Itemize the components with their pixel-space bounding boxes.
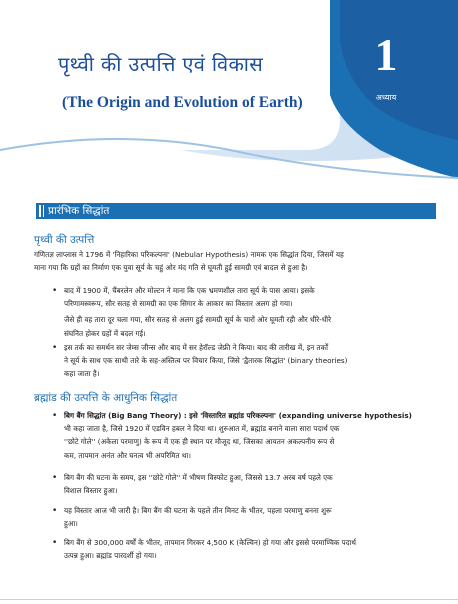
text-line: परिणामस्वरूप, सौर सतह से सामग्री का एक सिगार के आकार का विस्तार अलग हो गया। — [64, 299, 293, 309]
subsection-heading-universe-theories: ब्रह्मांड की उत्पत्ति के आधुनिक सिद्धांत — [34, 392, 178, 404]
chapter-title-hindi: पृथ्वी की उत्पत्ति एवं विकास — [58, 52, 264, 76]
bullet-paragraph — [64, 536, 444, 562]
text-line: गणितज्ञ लाप्लास ने 1796 में 'निहारिका परिकल्पना' (Nebular Hypothesis) नामक एक सिद्धांत दिया, जिसमें यह — [34, 250, 344, 259]
bullet-paragraph — [64, 471, 444, 497]
bullet-dot: • — [52, 473, 58, 483]
text-line: बिग बैंग से 300,000 वर्षों के भीतर, तापमान गिरकर 4,500 K (केल्विन) हो गया और इससे परमाण्विक पदार्थ — [64, 538, 356, 547]
text-line: विशाल विस्तार हुआ। — [64, 486, 118, 496]
text-line: बिग बैंग की घटना के समय, इस ''छोटे गोले'' में भीषण विस्फोट हुआ, जिससे 13.7 अरब वर्ष पहले एक — [64, 473, 333, 482]
section-bar-stripe — [43, 205, 44, 217]
bullet-dot: • — [52, 286, 58, 296]
bullet-paragraph — [64, 504, 444, 530]
text-line: यह विस्तार आज भी जारी है। बिग बैंग की घटना के पहले तीन मिनट के भीतर, पहला परमाणु बनना शुरू — [64, 506, 332, 515]
text-line: कहा जाता है। — [64, 369, 100, 379]
section-bar-stripe — [39, 205, 41, 217]
text-line: भी कहा जाता है, जिसे 1920 में एडविन हबल ने दिया था। शुरुआत में, ब्रह्मांड बनाने वाला सारा पदार्थ एक — [64, 424, 340, 434]
text-line: जैसे ही वह तारा दूर चला गया, सौर सतह से अलग हुई सामग्री सूर्य के चारों ओर घूमती रही और धीरे-धीरे — [64, 315, 332, 325]
section-title: प्रारंभिक सिद्धांत — [48, 205, 110, 217]
text-line: हुआ। — [64, 519, 78, 529]
page-bottom-rule — [0, 599, 458, 600]
bullet-dot: • — [52, 538, 58, 548]
text-line: बाद में 1900 में, चैंबरलेन और मोल्टन ने माना कि एक भ्रमणशील तारा सूर्य के पास आया। इसके — [64, 286, 315, 295]
bullet-dot: • — [52, 343, 58, 353]
bullet-dot: • — [52, 411, 58, 421]
bullet-dot: • — [52, 506, 58, 516]
chapter-title-english: (The Origin and Evolution of Earth) — [62, 94, 303, 111]
bullet-paragraph — [64, 409, 444, 462]
text-line: ने सूर्य के साथ एक साथी तारे के सह-अस्तित्व पर विचार किया, जिसे 'द्वैतारक सिद्धांत' (binary theories) — [64, 356, 348, 366]
chapter-banner — [0, 0, 458, 180]
section-header-bar — [36, 203, 436, 219]
text-line: माना गया कि ग्रहों का निर्माण एक युवा सूर्य के चहुं ओर मंद गति से घूमती हुई सामग्री एवं बादल से हुआ है। — [34, 263, 308, 273]
text-line: संघनित होकर ग्रहों में बदल गई। — [64, 328, 146, 338]
text-line: उत्पन्न हुआ। ब्रह्मांड पारदर्शी हो गया। — [64, 551, 157, 561]
chapter-number: 1 — [374, 29, 398, 80]
bullet-paragraph — [64, 284, 444, 340]
text-line: बिग बैंग सिद्धांत (Big Bang Theory) : इसे 'विस्तारित ब्रह्मांड परिकल्पना' (expanding universe hypothesis) — [64, 411, 412, 420]
text-line: कम, तापमान अनंत और घनत्व भी अपरिमित था। — [64, 450, 192, 460]
subsection-heading-earth-origin: पृथ्वी की उत्पत्ति — [34, 234, 95, 246]
bullet-paragraph — [64, 341, 444, 381]
chapter-label: अध्याय — [375, 93, 397, 102]
text-line: इस तर्क का समर्थन सर जेम्स जीन्स और बाद में सर हेरॉल्ड जेफ्री ने किया। बाद की तारीख में, इन तर्कों — [64, 343, 328, 352]
intro-paragraph — [34, 248, 434, 274]
text-line: ''छोटे गोले'' (अकेला परमाणु) के रूप में एक ही स्थान पर मौजूद था, जिसका आयतन अकल्पनीय रूप से — [64, 437, 335, 447]
